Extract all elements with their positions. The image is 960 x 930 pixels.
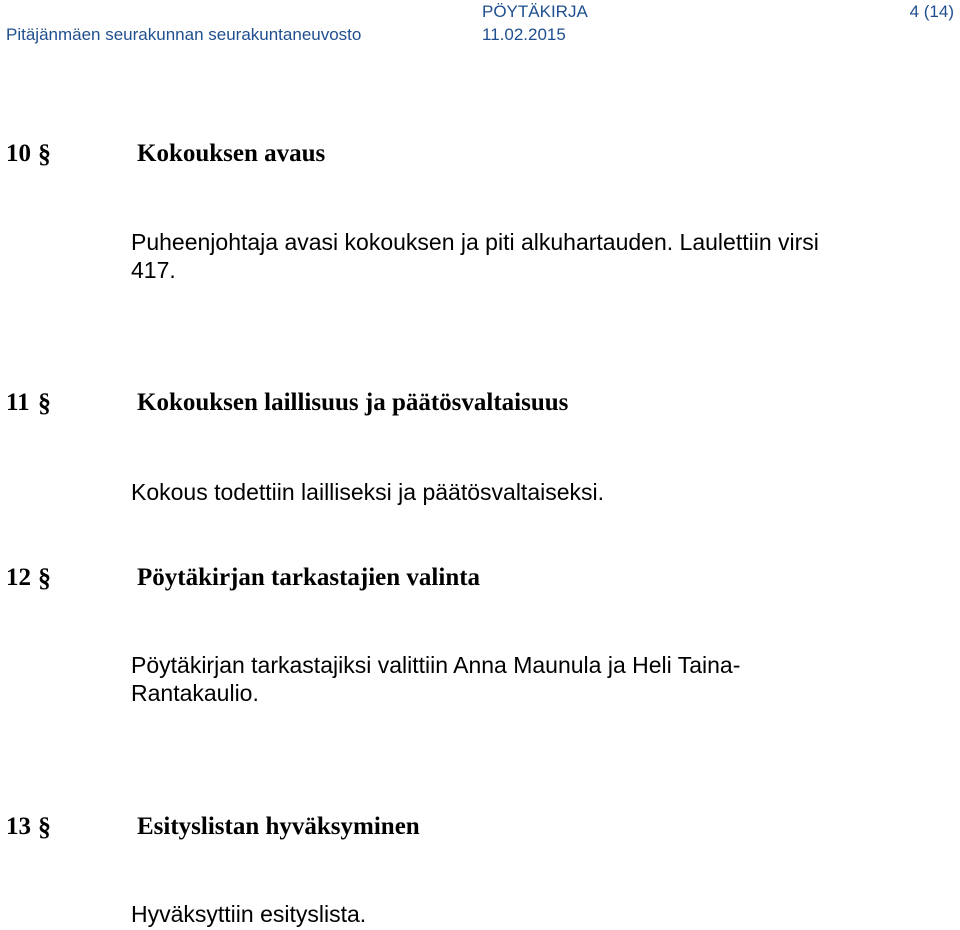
section-sign: § (38, 139, 51, 168)
section-title: Pöytäkirjan tarkastajien valinta (137, 564, 481, 591)
section-number: 13 (6, 813, 31, 840)
section-number: 12 (6, 564, 31, 591)
section-text: Puheenjohtaja avasi kokouksen ja piti alkuhartauden. Laulettiin virsi 417. (131, 229, 819, 283)
section-number: 11 (6, 389, 30, 416)
header-page-number: 4 (14) (909, 2, 954, 21)
section-text: Pöytäkirjan tarkastajiksi valittiin Anna Maunula ja Heli Taina-Rantakaulio. (131, 652, 741, 706)
section-title: Esityslistan hyväksyminen (137, 813, 420, 840)
section-sign: § (38, 812, 51, 841)
section-title: Kokouksen avaus (137, 140, 326, 167)
section-text: Hyväksyttiin esityslista. (131, 901, 367, 927)
section-title: Kokouksen laillisuus ja päätösvaltaisuus (137, 389, 569, 416)
header-organization: Pitäjänmäen seurakunnan seurakuntaneuvosto (6, 25, 362, 44)
header-date: 11.02.2015 (482, 25, 566, 44)
section-sign: § (38, 563, 51, 592)
section-number: 10 (6, 140, 31, 167)
section-text: Kokous todettiin lailliseksi ja päätösvaltaiseksi. (131, 479, 605, 505)
header-document-type: PÖYTÄKIRJA (482, 2, 588, 21)
section-sign: § (38, 388, 51, 417)
